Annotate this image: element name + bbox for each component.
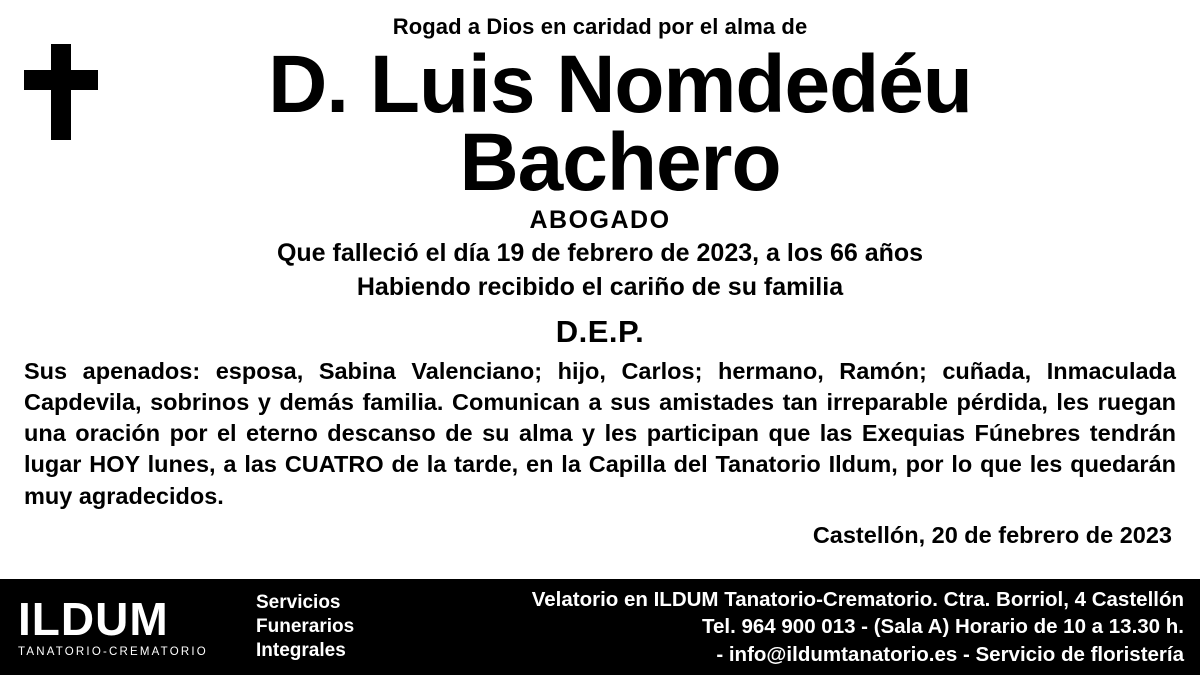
deceased-name — [22, 39, 1178, 209]
dep-text: D.E.P. — [555, 313, 645, 349]
contact-email: - info@ildumtanatorio.es - Servicio de floristería — [716, 642, 1184, 666]
contact-address: Velatorio en ILDUM Tanatorio-Crematorio. Ctra. Borriol, 4 Castellón — [531, 588, 1184, 612]
ildum-logo-subtitle: TANATORIO-CREMATORIO — [18, 646, 208, 658]
services-line-2: Funerarios — [256, 616, 355, 638]
footer-bar — [0, 579, 1200, 675]
brand-block — [18, 593, 248, 658]
profession: ABOGADO — [529, 206, 671, 235]
deceased-name-line2: Bachero — [459, 117, 781, 209]
death-line: Que falleció el día 19 de febrero de 2023, a los 66 años — [276, 239, 924, 268]
services-block — [256, 591, 388, 662]
contact-phone: Tel. 964 900 013 - (Sala A) Horario de 10 a 13.30 h. — [702, 615, 1184, 639]
services-line-3: Integrales — [256, 639, 346, 661]
services-line-1: Servicios — [256, 592, 341, 614]
family-line: Habiendo recibido el cariño de su familia — [356, 273, 844, 302]
deceased-name-line1: D. Luis Nomdedéu — [268, 39, 972, 131]
contact-block — [388, 586, 1186, 667]
place-and-date: Castellón, 20 de febrero de 2023 — [812, 521, 1172, 548]
prayer-line: Rogad a Dios en caridad por el alma de — [392, 14, 808, 39]
condolence-message: Sus apenados: esposa, Sabina Valenciano; hijo, Carlos; hermano, Ramón; cuñada, Inmaculada Capdevila, sobrinos y demás familia. Comunican a sus amistades tan irreparable pérdida, les ruegan una oración por el eterno descanso de su alma y les participan que las Exequias Fúnebres tendrán lugar HOY lunes, a las CUATRO de la tarde, en la Capilla del Tanatorio Ildum, por lo que les quedarán muy agradecidos. — [24, 357, 1176, 509]
cross-icon — [24, 44, 98, 140]
ildum-logo: ILDUM — [18, 593, 169, 645]
cross-horizontal-bar — [24, 70, 98, 90]
cross-vertical-bar — [51, 44, 71, 140]
